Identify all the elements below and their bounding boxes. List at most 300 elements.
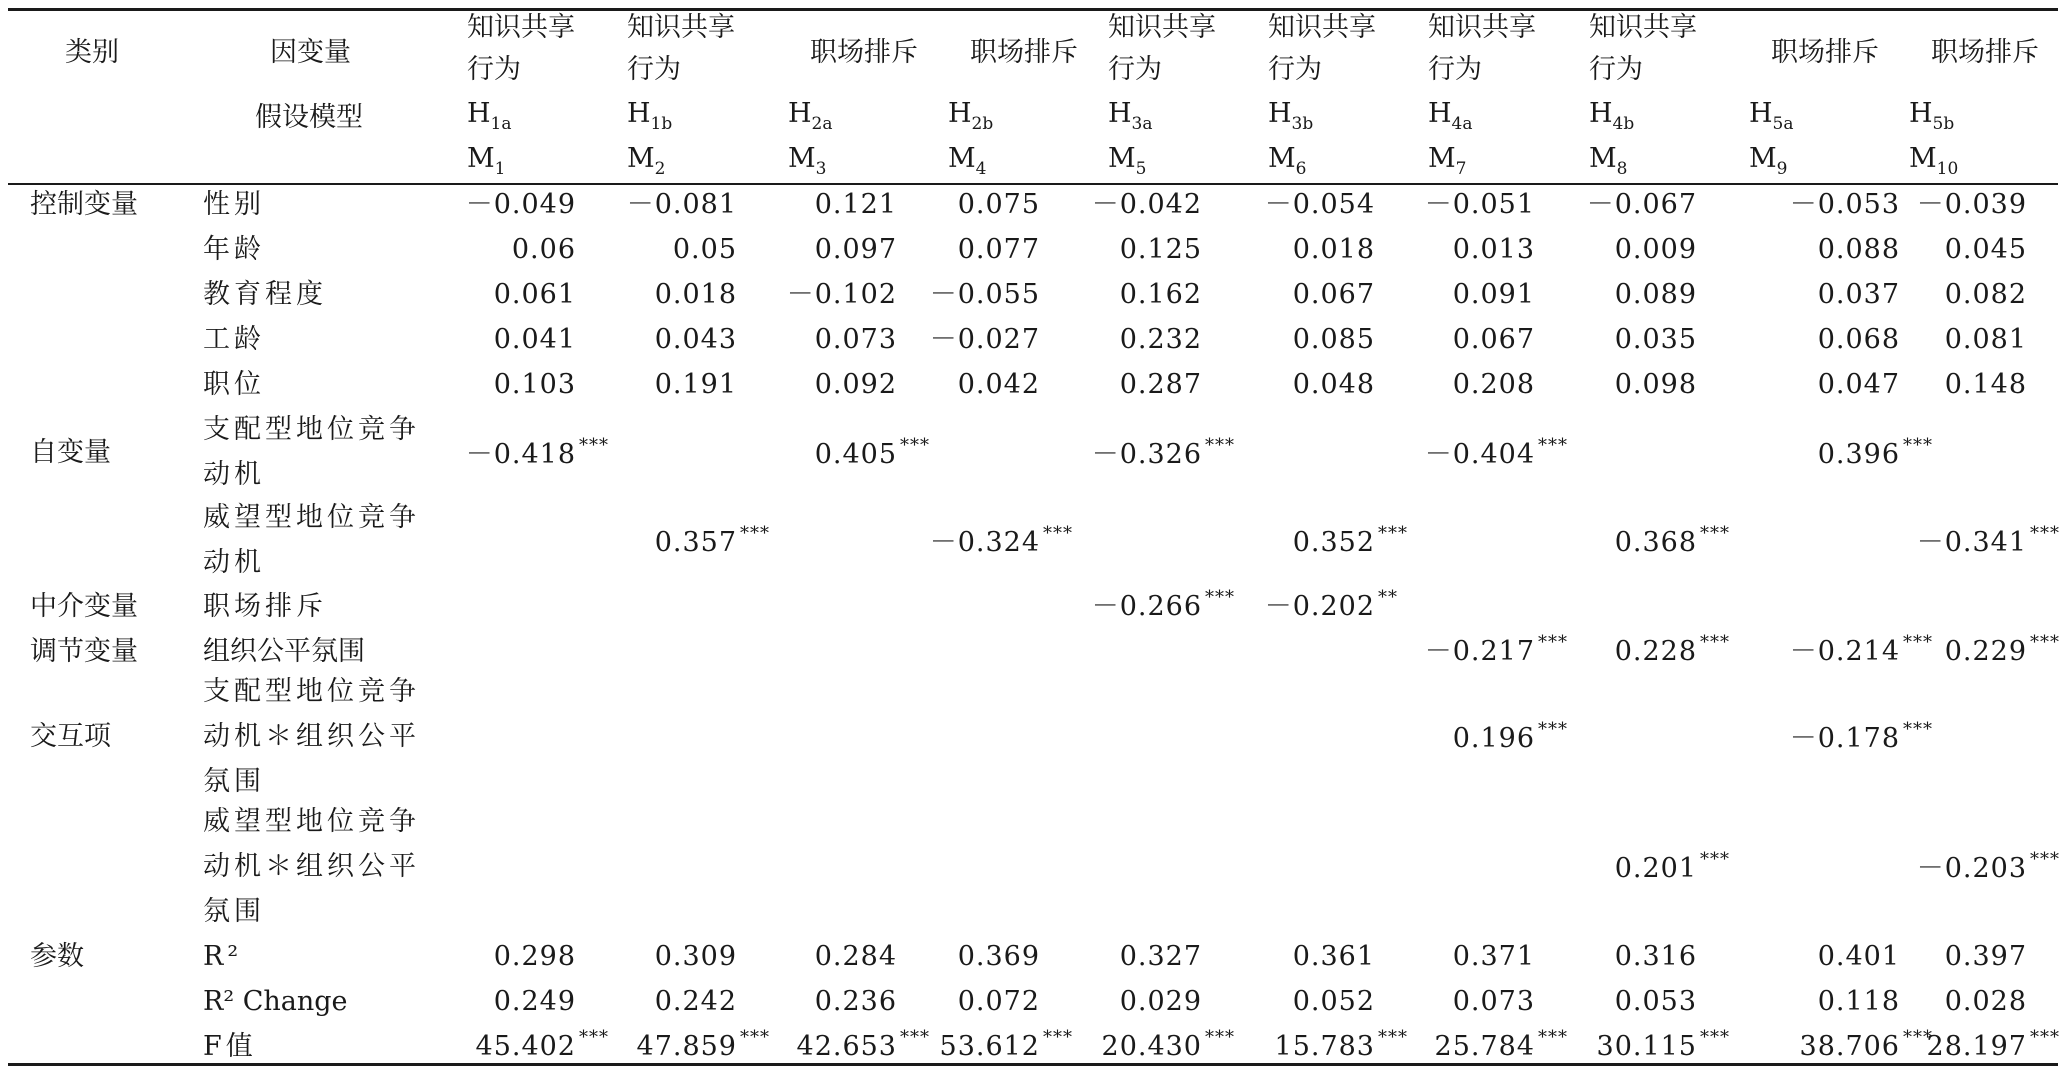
cell-number: 0.232 (1119, 324, 1202, 355)
significance-stars: *** (579, 434, 609, 456)
significance-stars: *** (1538, 719, 1568, 740)
header-hypothesis (1589, 99, 1634, 139)
significance-stars: *** (1043, 1027, 1073, 1048)
model-letter: M (948, 143, 976, 174)
cell-number: 0.118 (1817, 986, 1900, 1017)
row-label-text: R² Change (203, 986, 348, 1017)
significance-stars: *** (2030, 1027, 2060, 1048)
cell-number: 0.201 (1614, 853, 1697, 884)
table-cell-value (1425, 190, 1535, 220)
cell-number: 20.430 (1101, 1031, 1202, 1062)
significance-stars: *** (2030, 849, 2060, 870)
significance-stars: *** (740, 1027, 770, 1048)
hypothesis-letter: H (627, 98, 651, 129)
cell-number: 0.05 (672, 234, 737, 265)
cell-number: 0.073 (814, 324, 897, 355)
table-cell-value (1092, 190, 1202, 220)
row-label (203, 548, 265, 578)
table-cell-value (1944, 632, 2060, 670)
cell-number: 0.06 (511, 234, 576, 265)
cell-number: 0.191 (654, 369, 737, 400)
row-label (203, 235, 265, 265)
cell-number: 0.284 (814, 941, 897, 972)
cell-number: 0.298 (493, 941, 576, 972)
row-category: 中介变量 (30, 591, 138, 622)
model-letter: M (627, 143, 655, 174)
cell-number: －0.055 (929, 279, 1040, 310)
header-model (467, 144, 505, 184)
table-cell-value (494, 987, 576, 1017)
cell-number: －0.054 (1264, 189, 1375, 220)
model-subscript: 7 (1455, 159, 1467, 179)
row-label (203, 503, 420, 533)
table-cell-value (1916, 522, 2060, 561)
significance-stars: *** (1205, 434, 1235, 456)
table-cell-value (1452, 719, 1568, 757)
row-label (203, 280, 327, 310)
cell-number: 0.091 (1452, 279, 1535, 310)
significance-stars: ** (1378, 587, 1398, 608)
cell-number: －0.067 (1586, 189, 1697, 220)
table-cell-value (494, 280, 576, 310)
cell-number: 0.018 (1292, 234, 1375, 265)
cell-number: 15.783 (1274, 1031, 1375, 1062)
model-subscript: 2 (654, 159, 666, 179)
model-subscript: 9 (1776, 159, 1788, 179)
hypothesis-letter: H (1268, 98, 1292, 129)
row-category: 交互项 (30, 721, 111, 752)
header-model (948, 144, 986, 184)
hypothesis-subscript: 4b (1612, 114, 1635, 134)
table-cell-value (512, 235, 576, 265)
cell-number: －0.326 (1091, 438, 1202, 470)
hypothesis-letter: H (948, 98, 972, 129)
row-label (203, 677, 420, 707)
table-cell-value (1453, 987, 1535, 1017)
significance-stars: *** (579, 1027, 609, 1048)
cell-number: －0.081 (626, 189, 737, 220)
cell-number: 0.368 (1614, 526, 1697, 558)
row-label (203, 592, 327, 622)
significance-stars: *** (1700, 1027, 1730, 1048)
table-cell-value (1818, 280, 1900, 310)
model-letter: M (1268, 143, 1296, 174)
header-model (788, 144, 826, 184)
table-cell-value (655, 942, 737, 972)
cell-number: 0.125 (1119, 234, 1202, 265)
table-cell-value (1453, 280, 1535, 310)
cell-number: 0.089 (1614, 279, 1697, 310)
cell-number: －0.266 (1091, 591, 1202, 622)
cell-number: 0.401 (1817, 941, 1900, 972)
table-cell-value (1293, 235, 1375, 265)
table-cell-value (1120, 235, 1202, 265)
table-cell-value (1424, 632, 1568, 670)
table-cell-value (494, 942, 576, 972)
table-cell-value (1120, 370, 1202, 400)
hypothesis-subscript: 3a (1131, 114, 1153, 134)
hypothesis-letter: H (467, 98, 491, 129)
table-cell-value (1614, 849, 1730, 887)
table-cell-value (1614, 522, 1730, 561)
table-cell-value (1453, 370, 1535, 400)
row-label (203, 942, 242, 972)
significance-stars: *** (2030, 522, 2060, 544)
cell-number: －0.217 (1424, 636, 1535, 667)
top-rule (8, 8, 2058, 11)
header-model (627, 144, 665, 184)
table-cell-value (1614, 632, 1730, 670)
cell-number: 0.045 (1944, 234, 2027, 265)
significance-stars: *** (1903, 1027, 1933, 1048)
cell-number: 0.043 (654, 324, 737, 355)
header-category: 类别 (65, 37, 119, 68)
cell-number: 38.706 (1799, 1031, 1900, 1062)
cell-number: 0.371 (1452, 941, 1535, 972)
table-cell-value (815, 190, 897, 220)
table-cell-value (815, 370, 897, 400)
model-subscript: 6 (1295, 159, 1307, 179)
table-cell-value (1293, 325, 1375, 355)
cell-number: 0.098 (1614, 369, 1697, 400)
table-cell-value (787, 280, 897, 310)
model-letter: M (1589, 143, 1617, 174)
header-dv-label: 职场排斥 (970, 37, 1078, 68)
hypothesis-subscript: 5b (1932, 114, 1955, 134)
table-cell-value (1799, 1027, 1933, 1065)
table-cell-value (1453, 235, 1535, 265)
row-label (203, 987, 348, 1017)
row-label (203, 767, 265, 797)
table-cell-value (1945, 942, 2027, 972)
header-hypothesis (788, 99, 833, 139)
cell-number: －0.102 (786, 279, 897, 310)
row-label (203, 325, 265, 355)
table-cell-value (1596, 1027, 1730, 1065)
row-label-text: 年龄 (203, 234, 265, 265)
model-subscript: 10 (1936, 159, 1959, 179)
hypothesis-letter: H (788, 98, 812, 129)
cell-number: 0.048 (1292, 369, 1375, 400)
table-cell-value (1818, 235, 1900, 265)
cell-number: 0.103 (493, 369, 576, 400)
cell-number: －0.324 (929, 526, 1040, 558)
table-cell-value (1615, 325, 1697, 355)
cell-number: 0.052 (1292, 986, 1375, 1017)
table-cell-value (1292, 522, 1408, 561)
hypothesis-letter: H (1108, 98, 1132, 129)
cell-number: 0.077 (957, 234, 1040, 265)
header-model (1589, 144, 1627, 184)
row-category: 调节变量 (30, 636, 138, 667)
cell-number: 0.327 (1119, 941, 1202, 972)
row-label (203, 807, 420, 837)
cell-number: 0.242 (654, 986, 737, 1017)
cell-number: 0.361 (1292, 941, 1375, 972)
model-letter: M (788, 143, 816, 174)
table-cell-value (1265, 190, 1375, 220)
row-label (203, 637, 365, 667)
cell-number: 45.402 (475, 1031, 576, 1062)
row-label-text: 威望型地位竞争 (203, 502, 420, 533)
header-dv-line1: 知识共享 (467, 12, 575, 43)
hypothesis-subscript: 5a (1772, 114, 1794, 134)
significance-stars: *** (1378, 522, 1408, 544)
table-cell-value (1120, 942, 1202, 972)
row-label-text: 氛围 (203, 896, 265, 927)
table-cell-value (929, 522, 1073, 561)
table-cell-value (1615, 370, 1697, 400)
significance-stars: *** (1205, 587, 1235, 608)
table-cell-value (1264, 587, 1398, 625)
cell-number: 0.148 (1944, 369, 2027, 400)
table-cell-value (1274, 1027, 1408, 1065)
row-label-text: 组织公平氛围 (203, 636, 365, 667)
table-cell-value (494, 370, 576, 400)
cell-number: 0.072 (957, 986, 1040, 1017)
row-label (203, 460, 265, 490)
cell-number: 0.121 (814, 189, 897, 220)
table-cell-value (1587, 190, 1697, 220)
table-cell-value (1615, 942, 1697, 972)
table-cell-value (1434, 1027, 1568, 1065)
significance-stars: *** (1538, 1027, 1568, 1048)
cell-number: 0.029 (1119, 986, 1202, 1017)
header-dv-line1: 知识共享 (1589, 12, 1697, 43)
cell-number: －0.178 (1789, 723, 1900, 754)
header-dv-line2: 行为 (1268, 54, 1322, 85)
cell-number: 0.009 (1614, 234, 1697, 265)
row-label-text: 支配型地位竞争 (203, 414, 420, 445)
cell-number: 0.053 (1614, 986, 1697, 1017)
table-cell-value (655, 370, 737, 400)
cell-number: 0.047 (1817, 369, 1900, 400)
cell-number: －0.203 (1916, 853, 2027, 884)
row-label-text: 职位 (203, 369, 265, 400)
table-cell-value (1101, 1027, 1235, 1065)
table-cell-value (1789, 632, 1933, 670)
cell-number: 0.162 (1119, 279, 1202, 310)
cell-number: －0.053 (1789, 189, 1900, 220)
significance-stars: *** (740, 522, 770, 544)
cell-number: 0.041 (493, 324, 576, 355)
cell-number: 0.073 (1452, 986, 1535, 1017)
table-cell-value (930, 280, 1040, 310)
hypothesis-subscript: 4a (1451, 114, 1473, 134)
table-cell-value (1945, 325, 2027, 355)
cell-number: 0.249 (493, 986, 576, 1017)
row-label-text: 教育程度 (203, 279, 327, 310)
table-cell-value (627, 190, 737, 220)
table-cell-value (958, 942, 1040, 972)
cell-number: －0.049 (465, 189, 576, 220)
cell-number: 0.068 (1817, 324, 1900, 355)
row-label-text: 动机＊组织公平 (203, 721, 420, 752)
header-model (1428, 144, 1466, 184)
significance-stars: *** (1903, 719, 1933, 740)
cell-number: 0.061 (493, 279, 576, 310)
row-label-text: R² (203, 941, 243, 972)
cell-number: －0.042 (1091, 189, 1202, 220)
cell-number: 0.287 (1119, 369, 1202, 400)
row-label-text: 动机 (203, 459, 265, 490)
row-label-text: 职场排斥 (203, 591, 327, 622)
cell-number: 0.357 (654, 526, 737, 558)
cell-number: 0.037 (1817, 279, 1900, 310)
table-cell-value (1917, 190, 2027, 220)
table-cell-value (815, 987, 897, 1017)
header-dv-label: 职场排斥 (810, 37, 918, 68)
row-label (203, 897, 265, 927)
cell-number: 0.405 (814, 438, 897, 470)
significance-stars: *** (1205, 1027, 1235, 1048)
hypothesis-letter: H (1749, 98, 1773, 129)
table-cell-value (1945, 235, 2027, 265)
table-cell-value (958, 235, 1040, 265)
significance-stars: *** (900, 1027, 930, 1048)
table-cell-value (796, 1027, 930, 1065)
table-cell-value (1818, 370, 1900, 400)
significance-stars: *** (1538, 434, 1568, 456)
table-cell-value (1945, 280, 2027, 310)
header-dependent-variable: 因变量 (270, 37, 351, 68)
hypothesis-letter: H (1909, 98, 1933, 129)
cell-number: －0.341 (1916, 526, 2027, 558)
model-letter: M (1909, 143, 1937, 174)
header-dv-line1: 知识共享 (627, 12, 735, 43)
header-dv-label: 职场排斥 (1771, 37, 1879, 68)
cell-number: －0.418 (465, 438, 576, 470)
row-label (203, 370, 265, 400)
table-cell-value (655, 325, 737, 355)
cell-number: －0.051 (1424, 189, 1535, 220)
header-dv-label: 职场排斥 (1931, 37, 2039, 68)
table-cell-value (1817, 434, 1933, 473)
table-cell-value (655, 280, 737, 310)
cell-number: 0.369 (957, 941, 1040, 972)
cell-number: 0.028 (1944, 986, 2027, 1017)
header-hypothesis-model: 假设模型 (255, 102, 363, 133)
cell-number: 0.013 (1452, 234, 1535, 265)
cell-number: 53.612 (939, 1031, 1040, 1062)
row-category: 参数 (30, 941, 84, 972)
table-cell-value (466, 190, 576, 220)
cell-number: 0.352 (1292, 526, 1375, 558)
cell-number: 28.197 (1926, 1031, 2027, 1062)
cell-number: 0.042 (957, 369, 1040, 400)
cell-number: 0.092 (814, 369, 897, 400)
table-cell-value (1293, 370, 1375, 400)
header-model (1108, 144, 1146, 184)
table-cell-value (815, 235, 897, 265)
significance-stars: *** (1903, 632, 1933, 653)
row-category: 自变量 (30, 436, 111, 468)
table-cell-value (1293, 987, 1375, 1017)
table-cell-value (1916, 849, 2060, 887)
row-label (203, 190, 265, 220)
table-cell-value (1818, 987, 1900, 1017)
model-letter: M (1108, 143, 1136, 174)
significance-stars: *** (2030, 632, 2060, 653)
row-label (203, 415, 420, 445)
cell-number: －0.404 (1424, 438, 1535, 470)
hypothesis-subscript: 1b (650, 114, 673, 134)
table-cell-value (494, 325, 576, 355)
row-label (203, 722, 420, 752)
header-dv-line2: 行为 (1428, 54, 1482, 85)
header-dv-line2: 行为 (627, 54, 681, 85)
model-subscript: 4 (975, 159, 987, 179)
cell-number: 30.115 (1596, 1031, 1697, 1062)
table-cell-value (1293, 280, 1375, 310)
hypothesis-letter: H (1428, 98, 1452, 129)
table-cell-value (1091, 434, 1235, 473)
cell-number: 0.228 (1614, 636, 1697, 667)
cell-number: －0.027 (929, 324, 1040, 355)
header-model (1909, 144, 1958, 184)
cell-number: 0.396 (1817, 438, 1900, 470)
model-subscript: 8 (1616, 159, 1628, 179)
table-cell-value (1790, 190, 1900, 220)
table-cell-value (814, 434, 930, 473)
header-dv-line1: 知识共享 (1268, 12, 1376, 43)
header-dv-line2: 行为 (467, 54, 521, 85)
header-hypothesis (948, 99, 993, 139)
cell-number: 0.067 (1292, 279, 1375, 310)
table-cell-value (1424, 434, 1568, 473)
header-hypothesis (627, 99, 672, 139)
table-cell-value (958, 987, 1040, 1017)
header-hypothesis (1428, 99, 1473, 139)
cell-number: 0.309 (654, 941, 737, 972)
table-cell-value (1945, 987, 2027, 1017)
table-cell-value (1615, 280, 1697, 310)
cell-number: 0.097 (814, 234, 897, 265)
table-cell-value (465, 434, 609, 473)
table-cell-value (636, 1027, 770, 1065)
cell-number: 42.653 (796, 1031, 897, 1062)
model-letter: M (1428, 143, 1456, 174)
hypothesis-subscript: 2a (811, 114, 833, 134)
table-cell-value (1453, 942, 1535, 972)
header-hypothesis (467, 99, 512, 139)
row-label-text: 性别 (203, 189, 265, 220)
header-dv-line1: 知识共享 (1428, 12, 1536, 43)
model-letter: M (1749, 143, 1777, 174)
header-hypothesis (1268, 99, 1313, 139)
table-cell-value (1453, 325, 1535, 355)
header-dv-line2: 行为 (1108, 54, 1162, 85)
cell-number: 0.196 (1452, 723, 1535, 754)
header-dv-line2: 行为 (1589, 54, 1643, 85)
significance-stars: *** (900, 434, 930, 456)
cell-number: 0.035 (1614, 324, 1697, 355)
table-cell-value (930, 325, 1040, 355)
table-cell-value (958, 190, 1040, 220)
cell-number: 0.316 (1614, 941, 1697, 972)
table-cell-value (673, 235, 737, 265)
table-cell-value (1120, 325, 1202, 355)
cell-number: 0.067 (1452, 324, 1535, 355)
table-cell-value (939, 1027, 1073, 1065)
table-cell-value (1293, 942, 1375, 972)
cell-number: 0.085 (1292, 324, 1375, 355)
table-cell-value (815, 325, 897, 355)
table-cell-value (1120, 280, 1202, 310)
significance-stars: *** (1700, 849, 1730, 870)
significance-stars: *** (1043, 522, 1073, 544)
hypothesis-subscript: 2b (971, 114, 994, 134)
